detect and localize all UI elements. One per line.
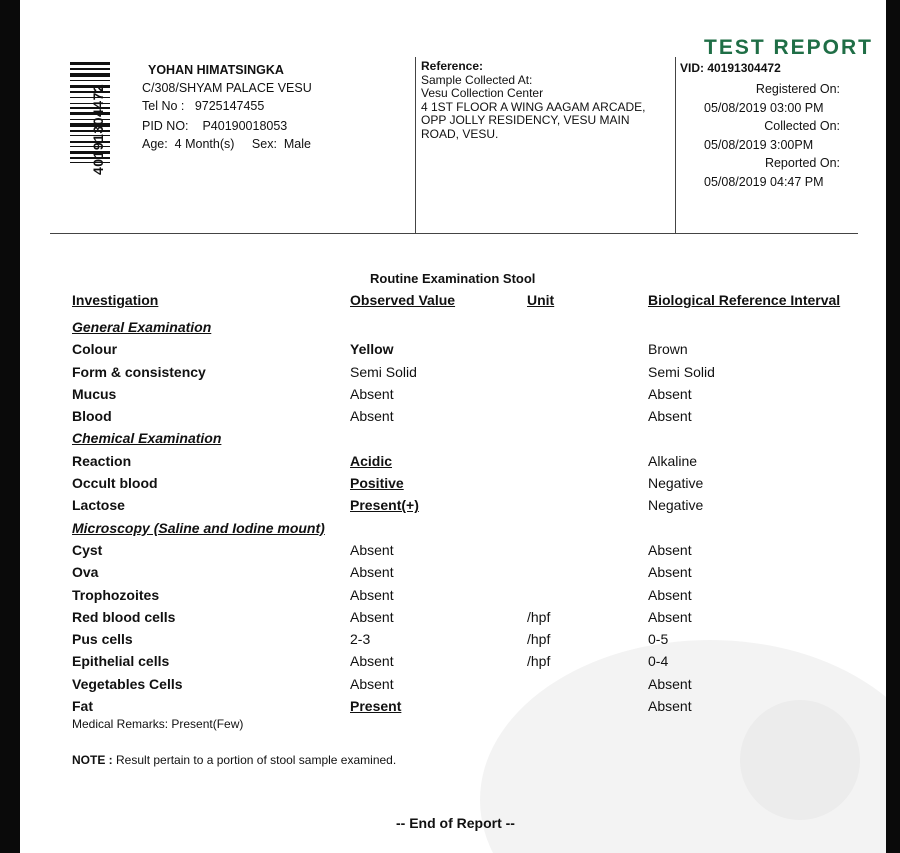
group-heading: General Examination — [72, 319, 212, 335]
reference-interval: Absent — [648, 385, 692, 402]
barcode-bar — [70, 80, 110, 81]
reference-line: 4 1ST FLOOR A WING AAGAM ARCADE, — [421, 99, 646, 114]
reference-line: Sample Collected At: — [421, 72, 533, 87]
sex-label: Sex: — [251, 137, 277, 151]
investigation-name: Blood — [72, 408, 112, 425]
observed-value: Absent — [350, 385, 394, 402]
reference-interval: Negative — [648, 475, 704, 492]
reference-interval: Absent — [648, 564, 692, 581]
investigation-name: Pus cells — [72, 631, 133, 648]
investigation-name: Ova — [72, 564, 99, 581]
observed-value: Semi Solid — [350, 363, 417, 380]
barcode-bar — [70, 73, 110, 77]
patient-name: YOHAN HIMATSINGKA — [148, 63, 284, 77]
reference-line: ROAD, VESU. — [421, 126, 499, 141]
observed-value: Acidic — [350, 452, 393, 469]
age-value: 4 Month(s) — [174, 137, 235, 151]
observed-value: Absent — [350, 608, 394, 625]
investigation-name: Reaction — [72, 452, 132, 469]
reference-interval: Absent — [648, 586, 692, 603]
investigation-name: Vegetables Cells — [72, 675, 183, 692]
header-bottom-rule — [50, 233, 858, 234]
reference-interval: Semi Solid — [648, 363, 715, 380]
medical-remarks: Medical Remarks: Present(Few) — [72, 717, 244, 731]
investigation-name: Form & consistency — [72, 363, 206, 380]
report-title: TEST REPORT — [704, 36, 874, 59]
reference-interval: Absent — [648, 675, 692, 692]
header-unit: Unit — [527, 292, 555, 308]
note-label: NOTE : — [72, 753, 113, 767]
reference-interval: Alkaline — [648, 452, 698, 469]
tel-value: 9725147455 — [194, 99, 265, 113]
reference-interval: Negative — [648, 497, 704, 514]
pid-label: PID NO: — [142, 119, 189, 133]
pid-value: P40190018053 — [202, 119, 288, 133]
vid: VID: 40191304472 — [680, 61, 781, 75]
reference-interval: Absent — [648, 698, 692, 715]
note-text: Result pertain to a portion of stool sample examined. — [116, 753, 397, 767]
age-label: Age: — [142, 137, 168, 151]
barcode-bar — [70, 68, 110, 70]
group-heading: Chemical Examination — [72, 430, 222, 447]
barcode-bar — [70, 62, 110, 65]
barcode-number: 40191304472 — [90, 83, 106, 175]
observed-value: Absent — [350, 653, 394, 670]
registered-date: 05/08/2019 03:00 PM — [704, 100, 824, 115]
group-heading: Microscopy (Saline and Iodine mount) — [72, 519, 325, 536]
watermark-logo-detail — [740, 700, 860, 820]
report-page — [20, 0, 886, 853]
reference-line: Vesu Collection Center — [421, 86, 544, 100]
observed-value: Yellow — [350, 341, 394, 358]
reference-title: Reference: — [421, 59, 484, 73]
reported-label: Reported On: — [764, 156, 840, 170]
patient-tel — [142, 97, 312, 115]
observed-value: Absent — [350, 564, 394, 581]
investigation-name: Fat — [72, 698, 93, 715]
header-divider-2 — [675, 57, 676, 233]
investigation-name: Trophozoites — [72, 586, 160, 603]
reference-interval: 0-4 — [648, 653, 669, 670]
header-observed-value: Observed Value — [350, 292, 456, 308]
patient-pid — [142, 117, 312, 135]
reference-line: OPP JOLLY RESIDENCY, VESU MAIN — [421, 113, 630, 127]
reference-interval: Absent — [648, 408, 692, 425]
note — [72, 753, 396, 767]
patient-age-sex — [142, 135, 312, 153]
section-title: Routine Examination Stool — [370, 271, 536, 286]
reported-date: 05/08/2019 04:47 PM — [704, 174, 824, 189]
patient-address: C/308/SHYAM PALACE VESU — [142, 81, 312, 95]
observed-value: Absent — [350, 408, 394, 425]
header-reference-interval: Biological Reference Interval — [648, 292, 841, 308]
reference-interval: Absent — [648, 541, 692, 558]
report-dates — [704, 80, 840, 191]
reference-info — [421, 60, 646, 141]
investigation-name: Occult blood — [72, 475, 158, 492]
header-divider-1 — [415, 57, 416, 233]
end-of-report: -- End of Report -- — [396, 815, 515, 831]
reference-interval: Brown — [648, 341, 688, 358]
investigation-name: Cyst — [72, 541, 103, 558]
investigation-name: Red blood cells — [72, 608, 176, 625]
tel-label: Tel No : — [142, 99, 185, 113]
collected-date: 05/08/2019 3:00PM — [704, 137, 814, 152]
observed-value: Absent — [350, 541, 394, 558]
unit-value: /hpf — [527, 653, 551, 670]
investigation-name: Colour — [72, 341, 118, 358]
unit-value: /hpf — [527, 631, 551, 648]
investigation-name: Lactose — [72, 497, 125, 514]
observed-value: Positive — [350, 475, 404, 492]
right-dark-border — [886, 0, 900, 853]
left-dark-border — [0, 0, 20, 853]
observed-value: Absent — [350, 586, 394, 603]
investigation-name: Epithelial cells — [72, 653, 170, 670]
observed-value: Present — [350, 698, 402, 715]
reference-interval: Absent — [648, 608, 692, 625]
sex-value: Male — [283, 137, 311, 151]
registered-label: Registered On: — [755, 82, 840, 96]
observed-value: 2-3 — [350, 631, 371, 648]
patient-info — [142, 61, 312, 153]
observed-value: Present(+) — [350, 497, 419, 514]
unit-value: /hpf — [527, 608, 551, 625]
header-investigation: Investigation — [72, 292, 159, 308]
reference-interval: 0-5 — [648, 631, 669, 648]
collected-label: Collected On: — [764, 119, 840, 133]
investigation-name: Mucus — [72, 385, 117, 402]
observed-value: Absent — [350, 675, 394, 692]
